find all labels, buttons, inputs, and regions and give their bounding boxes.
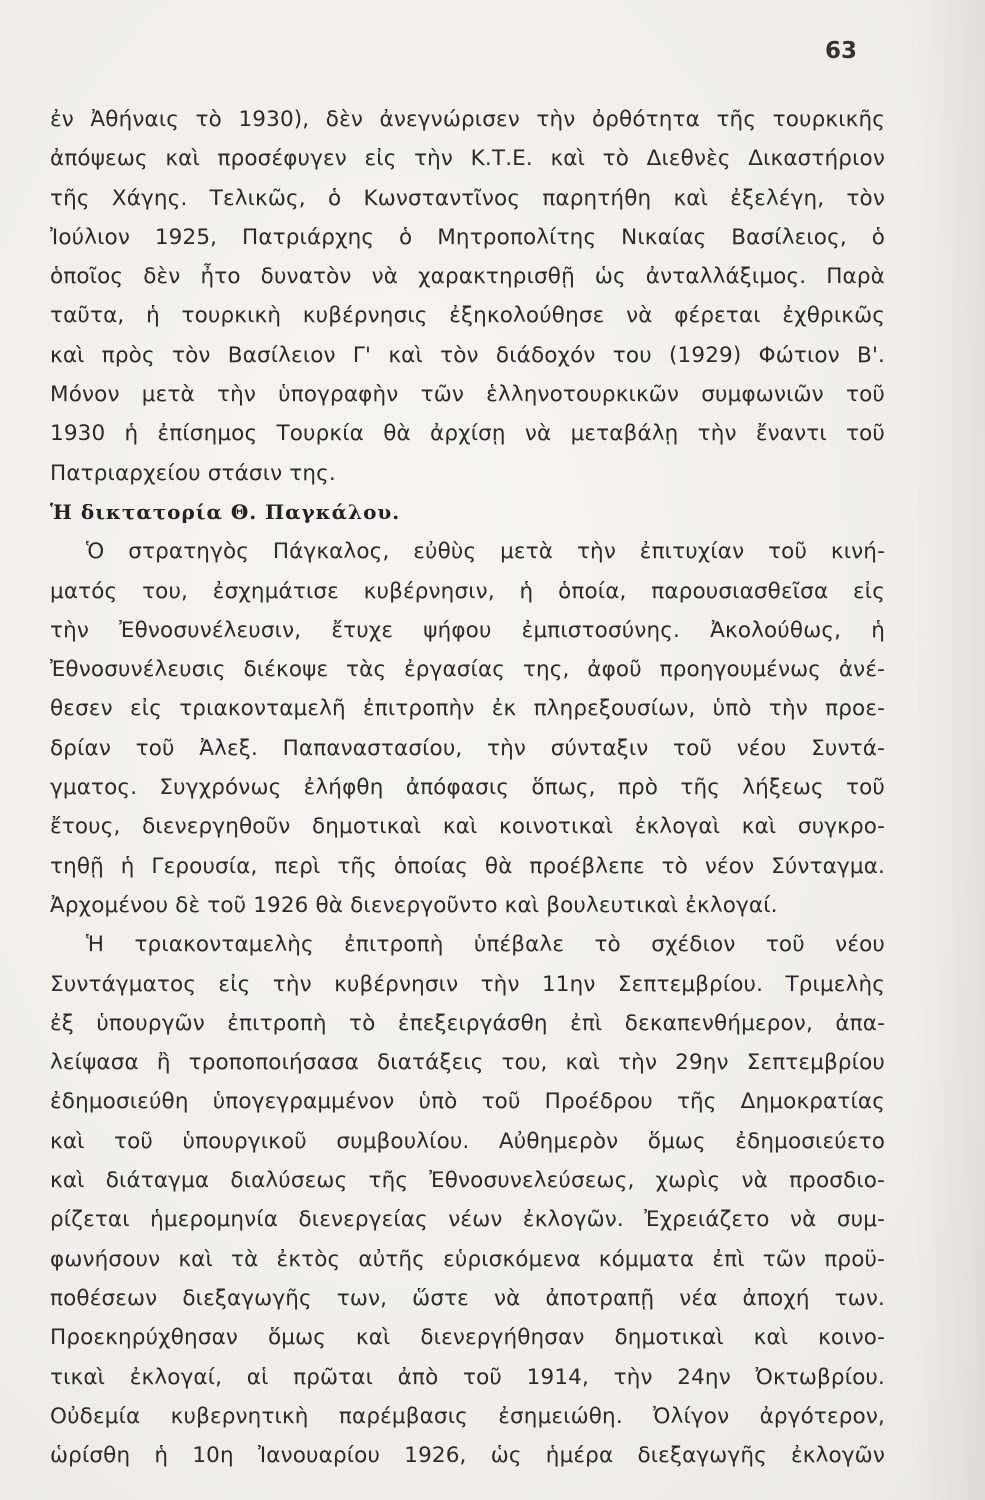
text-line: λείψασα ἢ τροποποιήσασα διατάξεις του, καὶ τὴν 29ην Σεπτεμβρίου	[50, 1050, 885, 1076]
text-line: καὶ τοῦ ὑπουργικοῦ συμβουλίου. Αὐθημερὸν ὅμως ἐδημοσιεύετο	[50, 1128, 885, 1154]
text-line: καὶ πρὸς τὸν Βασίλειον Γ' καὶ τὸν διάδοχόν του (1929) Φώτιον Β'.	[50, 342, 885, 368]
section-heading: Ἡ δικτατορία Θ. Παγκάλου.	[50, 499, 401, 524]
text-line: ποθέσεων διεξαγωγῆς των, ὥστε νὰ ἀποτραπῇ νέα ἀποχή των.	[50, 1285, 885, 1311]
text-line: ταῦτα, ἡ τουρκικὴ κυβέρνησις ἐξηκολούθησε νὰ φέρεται ἐχθρικῶς	[50, 303, 885, 329]
text-line: τὴν Ἐθνοσυνέλευσιν, ἔτυχε ψήφου ἐμπιστοσύνης. Ἀκολούθως, ἡ	[50, 617, 885, 643]
text-line: δρίαν τοῦ Ἀλεξ. Παπαναστασίου, τὴν σύνταξιν τοῦ νέου Συντά-	[50, 735, 885, 761]
text-line: Ἐθνοσυνέλευσις διέκοψε τὰς ἐργασίας της, ἀφοῦ προηγουμένως ἀνέ-	[50, 657, 885, 683]
text-line: τικαὶ ἐκλογαί, αἱ πρῶται ἀπὸ τοῦ 1914, τὴν 24ην Ὀκτωβρίου.	[50, 1364, 885, 1390]
text-line: ἐδημοσιεύθη ὑπογεγραμμένον ὑπὸ τοῦ Προέδρου τῆς Δημοκρατίας	[50, 1089, 885, 1115]
text-line: ματός του, ἐσχημάτισε κυβέρνησιν, ἡ ὁποία, παρουσιασθεῖσα εἰς	[50, 578, 885, 604]
text-line: ἐξ ὑπουργῶν ἐπιτροπὴ τὸ ἐπεξειργάσθη ἐπὶ δεκαπενθήμερον, ἀπα-	[50, 1010, 885, 1036]
text-line: ἐν Ἀθήναις τὸ 1930), δὲν ἀνεγνώρισεν τὴν ὀρθότητα τῆς τουρκικῆς	[50, 107, 885, 132]
text-line: φωνήσουν καὶ τὰ ἐκτὸς αὐτῆς εὑρισκόμενα κόμματα ἐπὶ τῶν προϋ-	[50, 1246, 885, 1272]
text-line: Ὁ στρατηγὸς Πάγκαλος, εὐθὺς μετὰ τὴν ἐπιτυχίαν τοῦ κινή-	[86, 539, 885, 565]
text-line: Οὐδεμία κυβερνητικὴ παρέμβασις ἐσημειώθη. Ὀλίγον ἀργότερον,	[50, 1403, 885, 1429]
text-line: τῆς Χάγης. Τελικῶς, ὁ Κωνσταντῖνος παρητήθη καὶ ἐξελέγη, τὸν	[50, 185, 885, 211]
text-line: καὶ διάταγμα διαλύσεως τῆς Ἐθνοσυνελεύσεως, χωρὶς νὰ προσδιο-	[50, 1168, 885, 1194]
text-line: Πατριαρχείου στάσιν της.	[50, 460, 336, 486]
text-line: ὁποῖος δὲν ἦτο δυνατὸν νὰ χαρακτηρισθῇ ὡς ἀνταλλάξιμος. Παρὰ	[50, 264, 885, 290]
page-edge-shadow	[915, 0, 985, 1500]
text-line: ἀπόψεως καὶ προσέφυγεν εἰς τὴν Κ.Τ.Ε. καὶ τὸ Διεθνὲς Δικαστήριον	[50, 146, 885, 172]
text-line: Ἀρχομένου δὲ τοῦ 1926 θὰ διενεργοῦντο καὶ βουλευτικαὶ ἐκλογαί.	[50, 892, 778, 918]
text-line: ρίζεται ἡμερομηνία διενεργείας νέων ἐκλογῶν. Ἐχρειάζετο νὰ συμ-	[50, 1207, 885, 1233]
text-line: Ἡ τριακονταμελὴς ἐπιτροπὴ ὑπέβαλε τὸ σχέδιον τοῦ νέου	[86, 932, 885, 958]
text-line: 1930 ἡ ἐπίσημος Τουρκία θὰ ἀρχίσῃ νὰ μεταβάλῃ τὴν ἔναντι τοῦ	[50, 421, 885, 447]
text-line: ὡρίσθη ἡ 10η Ἰανουαρίου 1926, ὡς ἡμέρα διεξαγωγῆς ἐκλογῶν	[50, 1443, 885, 1469]
text-line: Προεκηρύχθησαν ὅμως καὶ διενεργήθησαν δημοτικαὶ καὶ κοινο-	[50, 1325, 885, 1351]
page-number: 63	[824, 38, 857, 64]
text-line: Μόνον μετὰ τὴν ὑπογραφὴν τῶν ἑλληνοτουρκικῶν συμφωνιῶν τοῦ	[50, 382, 885, 408]
text-line: Ἰούλιον 1925, Πατριάρχης ὁ Μητροπολίτης Νικαίας Βασίλειος, ὁ	[50, 224, 885, 250]
text-line: τηθῇ ἡ Γερουσία, περὶ τῆς ὁποίας θὰ προέβλεπε τὸ νέον Σύνταγμα.	[50, 853, 885, 879]
text-line: γματος. Συγχρόνως ἐλήφθη ἀπόφασις ὅπως, πρὸ τῆς λήξεως τοῦ	[50, 775, 885, 801]
body-text	[50, 100, 885, 1475]
text-line: ἔτους, διενεργηθοῦν δημοτικαὶ καὶ κοινοτικαὶ ἐκλογαὶ καὶ συγκρο-	[50, 814, 885, 840]
text-line: Συντάγματος εἰς τὴν κυβέρνησιν τὴν 11ην Σεπτεμβρίου. Τριμελὴς	[50, 971, 885, 997]
text-line: θεσεν εἰς τριακονταμελῆ ἐπιτροπὴν ἐκ πληρεξουσίων, ὑπὸ τὴν προε-	[50, 696, 885, 722]
